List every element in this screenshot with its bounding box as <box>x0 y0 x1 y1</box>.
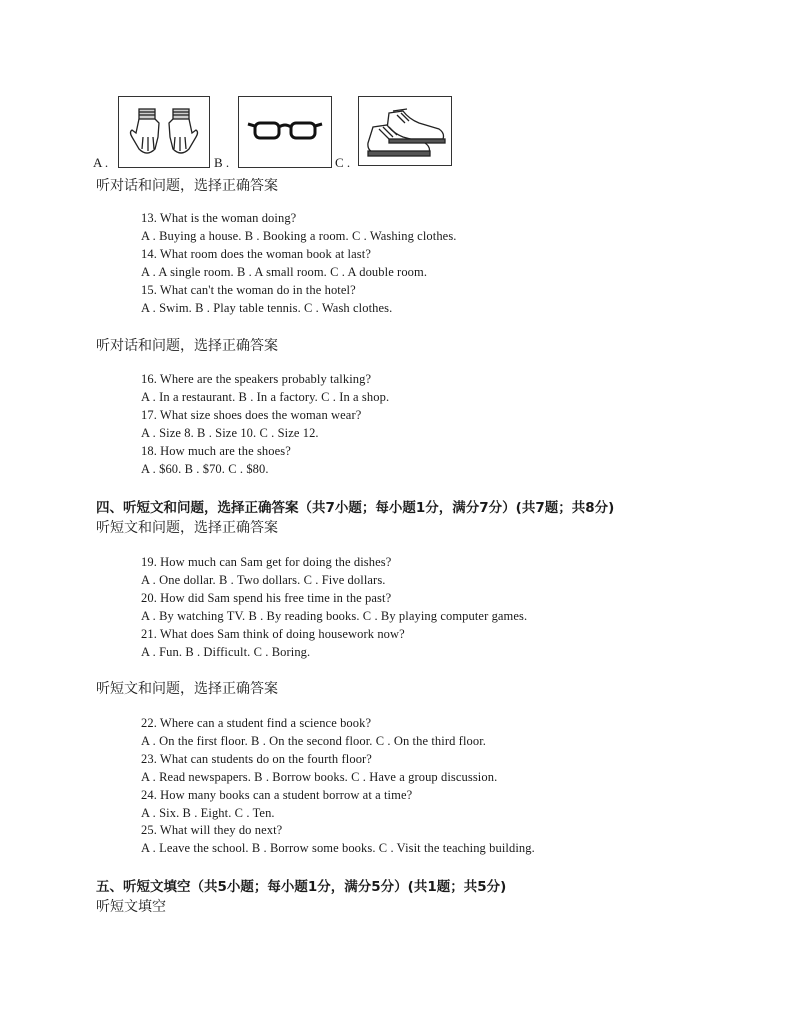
answer-options-line: A . Leave the school. B . Borrow some books. C . Visit the teaching building. <box>141 841 535 855</box>
answer-options-line: A . Six. B . Eight. C . Ten. <box>141 806 275 820</box>
instruction-dialogue-2: 听对话和问题，选择正确答案 <box>96 338 278 354</box>
question-line: 24. How many books can a student borrow at a time? <box>141 788 413 802</box>
answer-options-line: A . Size 8. B . Size 10. C . Size 12. <box>141 426 319 440</box>
answer-options-line: A . One dollar. B . Two dollars. C . Five dollars. <box>141 573 386 587</box>
gloves-picture <box>118 96 210 168</box>
glasses-icon <box>239 97 331 167</box>
question-line: 14. What room does the woman book at last? <box>141 247 371 261</box>
answer-options-line: A . A single room. B . A small room. C . A double room. <box>141 265 428 279</box>
instruction-passage-1: 听短文和问题，选择正确答案 <box>96 520 278 536</box>
option-b-label: B . <box>214 155 230 170</box>
option-a-label: A . <box>93 155 109 170</box>
gloves-icon <box>119 97 209 167</box>
question-line: 15. What can't the woman do in the hotel? <box>141 283 356 297</box>
answer-options-line: A . Swim. B . Play table tennis. C . Wash clothes. <box>141 301 393 315</box>
question-line: 20. How did Sam spend his free time in the past? <box>141 591 392 605</box>
question-line: 21. What does Sam think of doing housework now? <box>141 627 405 641</box>
question-line: 16. Where are the speakers probably talking? <box>141 372 372 386</box>
answer-options-line: A . By watching TV. B . By reading books. C . By playing computer games. <box>141 609 528 623</box>
instruction-passage-2: 听短文和问题，选择正确答案 <box>96 681 278 697</box>
question-line: 18. How much are the shoes? <box>141 444 291 458</box>
option-c-label: C . <box>335 155 351 170</box>
section-4-header: 四、听短文和问题，选择正确答案（共7小题；每小题1分，满分7分）(共7题；共8分) <box>96 500 615 516</box>
question-line: 19. How much can Sam get for doing the dishes? <box>141 555 392 569</box>
sneakers-icon <box>359 97 451 165</box>
answer-options-line: A . Fun. B . Difficult. C . Boring. <box>141 645 311 659</box>
answer-options-line: A . $60. B . $70. C . $80. <box>141 462 269 476</box>
instruction-dialogue-1: 听对话和问题，选择正确答案 <box>96 178 278 194</box>
section-5-header: 五、听短文填空（共5小题；每小题1分，满分5分）(共1题；共5分) <box>96 879 507 895</box>
question-line: 17. What size shoes does the woman wear? <box>141 408 362 422</box>
instruction-fill-blank: 听短文填空 <box>96 899 166 915</box>
answer-options-line: A . On the first floor. B . On the second floor. C . On the third floor. <box>141 734 487 748</box>
glasses-picture <box>238 96 332 168</box>
answer-options-line: A . Read newspapers. B . Borrow books. C . Have a group discussion. <box>141 770 498 784</box>
answer-options-line: A . Buying a house. B . Booking a room. C . Washing clothes. <box>141 229 457 243</box>
answer-options-line: A . In a restaurant. B . In a factory. C . In a shop. <box>141 390 390 404</box>
question-line: 13. What is the woman doing? <box>141 211 297 225</box>
question-line: 25. What will they do next? <box>141 823 283 837</box>
question-line: 22. Where can a student find a science book? <box>141 716 372 730</box>
question-line: 23. What can students do on the fourth floor? <box>141 752 372 766</box>
sneakers-picture <box>358 96 452 166</box>
